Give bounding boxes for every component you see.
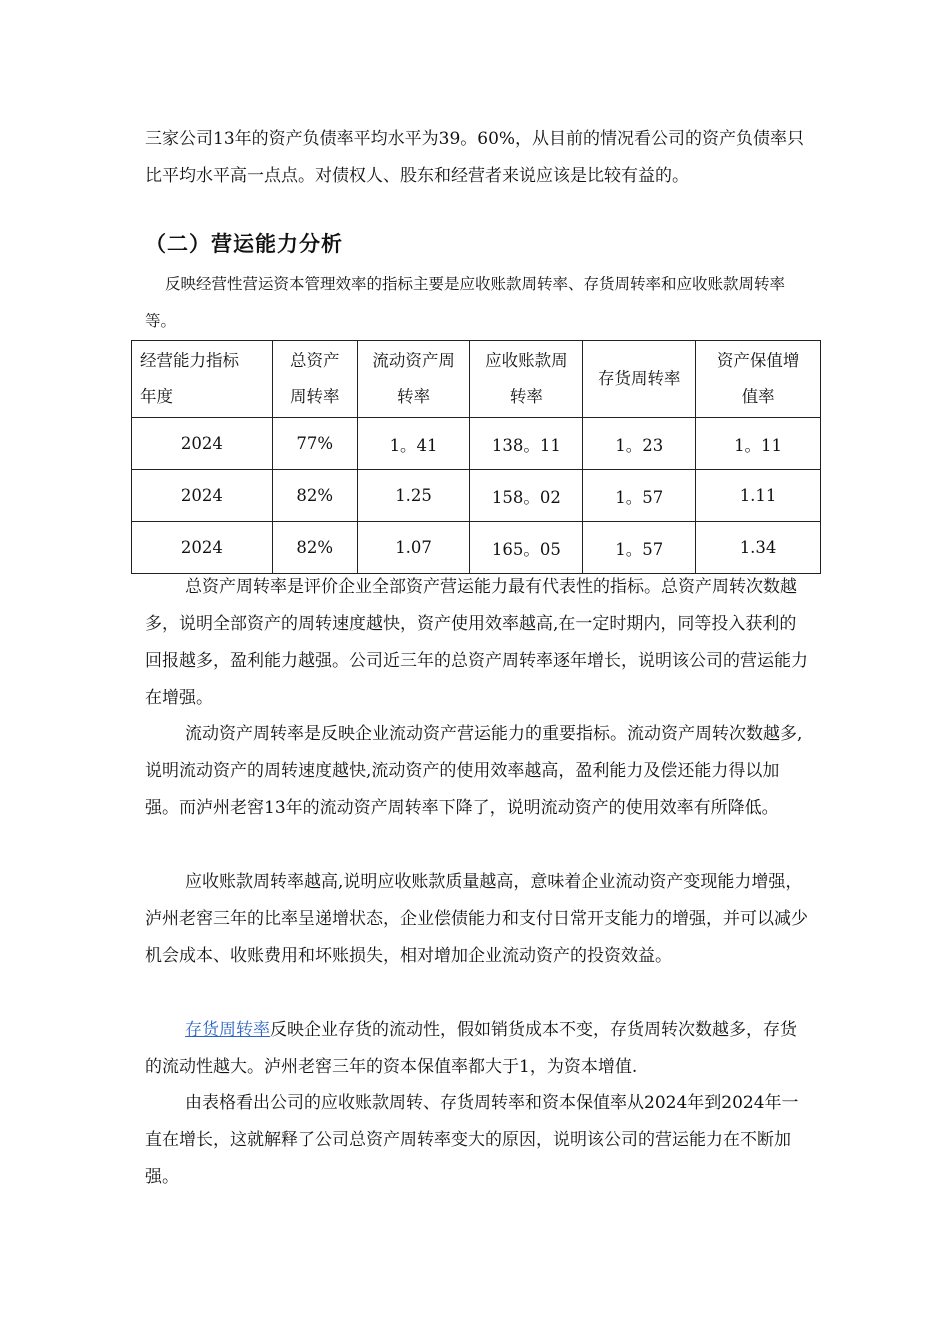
paragraph-conclusion: 由表格看出公司的应收账款周转、存货周转率和资本保值率从2024年到2024年一直在增长，这就解释了公司总资产周转率变大的原因，说明该公司的营运能力在不断加强。	[145, 1093, 799, 1187]
paragraph-current-asset-turnover: 流动资产周转率是反映企业流动资产营运能力的重要指标。流动资产周转次数越多,说明流动资产的周转速度越快,流动资产的使用效率越高，盈利能力及偿还能力得以加强。而泸州老窖13年的流动资产周转率下降了，说明流动资产的使用效率有所降低。	[145, 724, 803, 818]
inventory-turnover-text: 反映企业存货的流动性，假如销货成本不变，存货周转次数越多，存货的流动性越大。泸州老窖三年的资本保值率都大于1，为资本增值.	[145, 1020, 797, 1077]
table-cell: 2024	[132, 470, 273, 522]
table-header-row	[132, 341, 821, 418]
header-line: 转率	[397, 387, 431, 406]
table-cell: 1。57	[583, 522, 696, 574]
table-cell: 2024	[132, 418, 273, 470]
header-cell	[583, 341, 696, 418]
header-line: 存货周转率	[597, 369, 681, 388]
table-cell: 77%	[272, 418, 357, 470]
header-cell	[272, 341, 357, 418]
header-line: 周转率	[289, 387, 340, 406]
table-cell: 1。41	[357, 418, 470, 470]
paragraph-debt-ratio: 三家公司13年的资产负债率平均水平为39。60%，从目前的情况看公司的资产负债率只比平均水平高一点点。对债权人、股东和经营者来说应该是比较有益的。	[145, 129, 805, 186]
table-cell: 82%	[272, 522, 357, 574]
header-cell	[357, 341, 470, 418]
table-cell: 2024	[132, 522, 273, 574]
header-line: 转率	[509, 387, 543, 406]
header-line: 值率	[741, 387, 775, 406]
table-cell: 1.25	[357, 470, 470, 522]
table-cell: 1。57	[583, 470, 696, 522]
table-cell: 158。02	[470, 470, 583, 522]
header-cell	[132, 341, 273, 418]
paragraph-total-asset-turnover: 总资产周转率是评价企业全部资产营运能力最有代表性的指标。总资产周转次数越多，说明全部资产的周转速度越快，资产使用效率越高,在一定时期内，同等投入获利的回报越多，盈利能力越强。公司近三年的总资产周转率逐年增长，说明该公司的营运能力在增强。	[145, 577, 808, 708]
table-cell: 165。05	[470, 522, 583, 574]
header-cell	[696, 341, 821, 418]
inventory-turnover-link[interactable]: 存货周转率	[185, 1020, 270, 1040]
operating-ability-table	[131, 340, 821, 574]
table-row	[132, 522, 821, 574]
header-line: 总资产	[289, 351, 340, 370]
header-line: 年度	[140, 387, 173, 406]
table-cell: 138。11	[470, 418, 583, 470]
table-row	[132, 418, 821, 470]
intro-paragraph: 反映经营性营运资本管理效率的指标主要是应收账款周转率、存货周转率和应收账款周转率等。	[145, 275, 786, 330]
table-cell: 82%	[272, 470, 357, 522]
header-cell	[470, 341, 583, 418]
table-cell: 1.34	[696, 522, 821, 574]
section-heading: （二）营运能力分析	[145, 232, 343, 256]
table-cell: 1.11	[696, 470, 821, 522]
header-line: 流动资产周	[372, 351, 455, 370]
paragraph-receivables-turnover: 应收账款周转率越高,说明应收账款质量越高，意味着企业流动资产变现能力增强，泸州老窖三年的比率呈递增状态，企业偿债能力和支付日常开支能力的增强，并可以减少机会成本、收账费用和坏账损失，相对增加企业流动资产的投资效益。	[145, 872, 808, 966]
table-cell: 1。11	[696, 418, 821, 470]
header-line: 经营能力指标	[140, 351, 239, 370]
table-row	[132, 470, 821, 522]
paragraph-inventory-turnover	[145, 1012, 813, 1086]
header-line: 应收账款周	[485, 351, 568, 370]
header-line: 资产保值增	[716, 351, 800, 370]
table-cell: 1。23	[583, 418, 696, 470]
table-cell: 1.07	[357, 522, 470, 574]
